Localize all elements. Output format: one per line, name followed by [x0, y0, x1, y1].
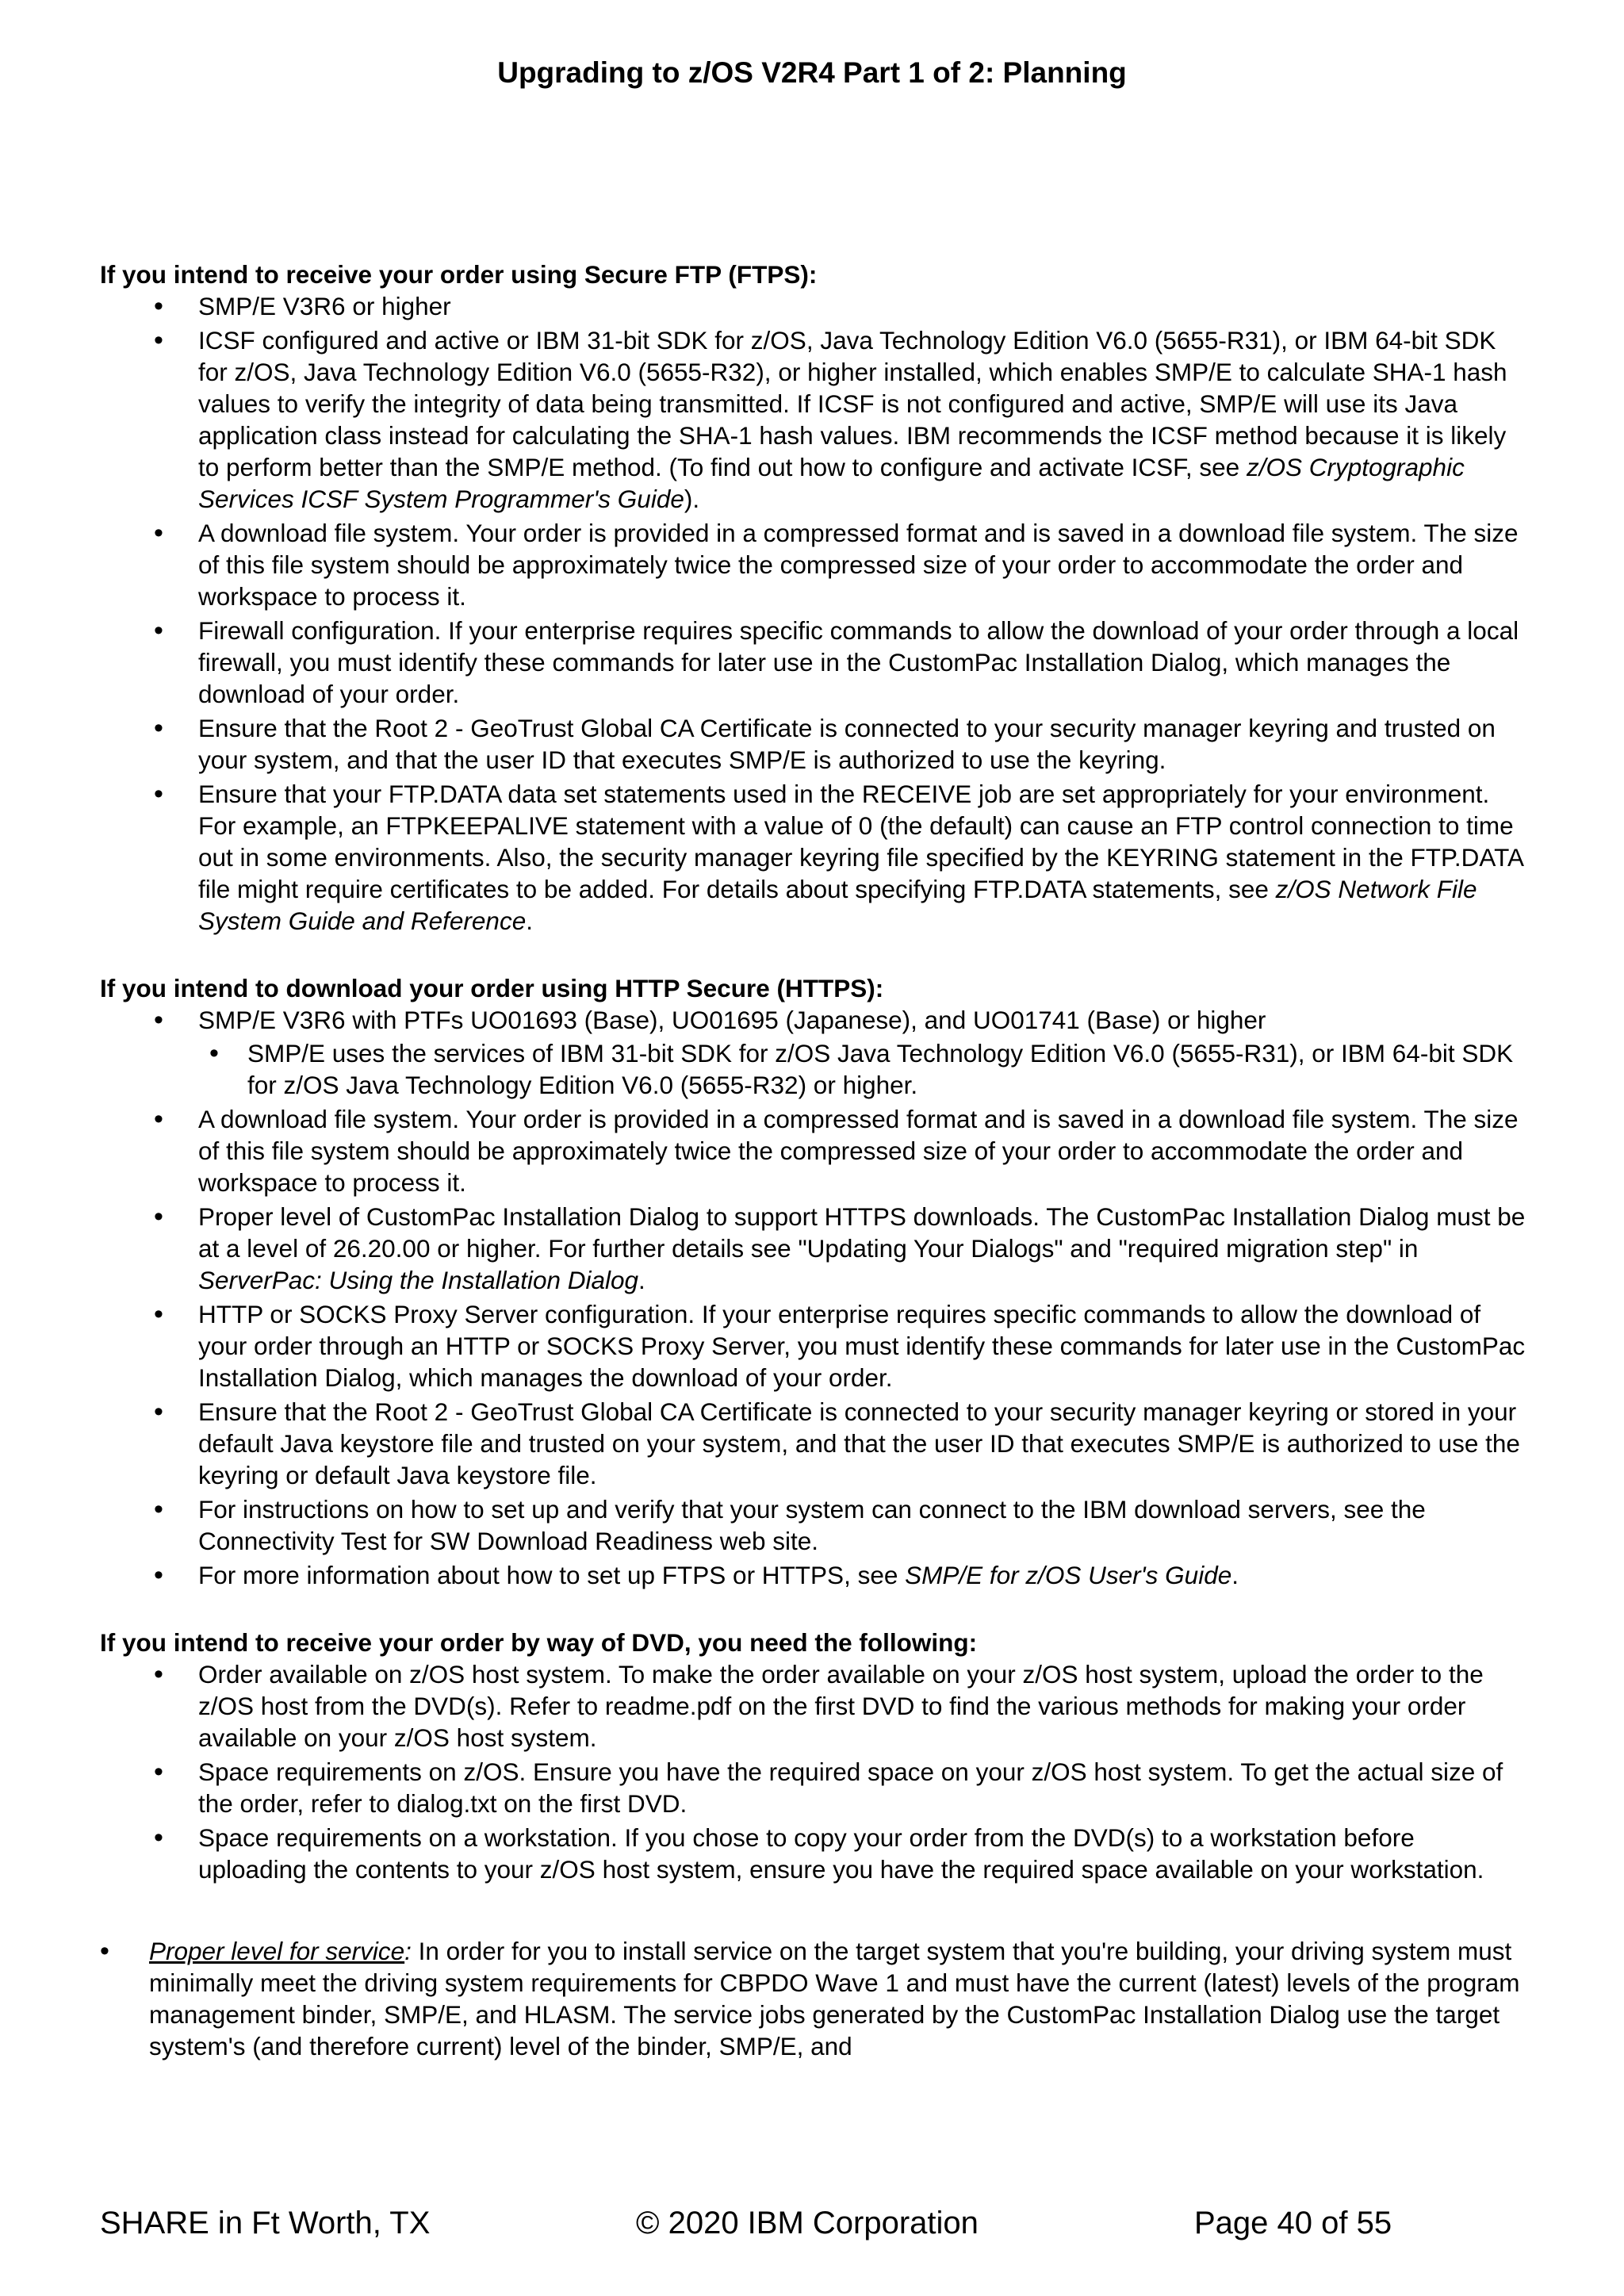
- list-item: • For more information about how to set up FTPS or HTTPS, see SMP/E for z/OS User's Guide.: [198, 1559, 1527, 1591]
- list-item: • Space requirements on a workstation. If you chose to copy your order from the DVD(s) to a workstation before uploading the contents to your z/OS host system, ensure you have the required space available on your workstation.: [198, 1822, 1527, 1885]
- list-item: • SMP/E uses the services of IBM 31-bit SDK for z/OS Java Technology Edition V6.0 (5655-R31), or IBM 64-bit SDK for z/OS Java Technology Edition V6.0 (5655-R32) or higher.: [247, 1037, 1527, 1101]
- book-title: z/OS Network File System Guide and Reference: [198, 875, 1477, 935]
- footer-page-number: Page 40 of 55: [1194, 2206, 1392, 2240]
- list-item: • Order available on z/OS host system. To make the order available on your z/OS host system, upload the order to the z/OS host from the DVD(s). Refer to readme.pdf on the first DVD to find the various methods for making your order available on your z/OS host system.: [198, 1658, 1527, 1754]
- footer-copyright: © 2020 IBM Corporation: [636, 2206, 979, 2240]
- book-title: z/OS Cryptographic Services ICSF System Programmer's Guide: [198, 453, 1465, 513]
- ftps-list: [100, 290, 1527, 937]
- list-item: • Proper level for service: In order for you to install service on the target system that you're building, your driving system must minimally meet the driving system requirements for CBPDO Wave 1 and must have the current (latest) levels of the program management binder, SMP/E, and HLASM. The service jobs generated by the CustomPac Installation Dialog use the target system's (and therefore current) level of the binder, SMP/E, and: [149, 1935, 1527, 2062]
- book-title: ServerPac: Using the Installation Dialog: [198, 1266, 639, 1294]
- list-item: • Firewall configuration. If your enterprise requires specific commands to allow the download of your order through a local firewall, you must identify these commands for later use in the CustomPac Installation Dialog, which manages the download of your order.: [198, 615, 1527, 710]
- list-item: • Ensure that your FTP.DATA data set statements used in the RECEIVE job are set appropriately for your environment. For example, an FTPKEEPALIVE statement with a value of 0 (the default) can cause an FTP control connection to time out in some environments. Also, the security manager keyring file specified by the KEYRING statement in the FTP.DATA file might require certificates to be added. For details about specifying FTP.DATA statements, see z/OS Network File System Guide and Reference.: [198, 778, 1527, 937]
- service-list: [100, 1935, 1527, 2062]
- list-item: • ICSF configured and active or IBM 31-bit SDK for z/OS, Java Technology Edition V6.0 (5655-R31), or IBM 64-bit SDK for z/OS, Java Technology Edition V6.0 (5655-R32), or higher installed, which enables SMP/E to calculate SHA-1 hash values to verify the integrity of data being transmitted. If ICSF is not configured and active, SMP/E will use its Java application class instead for calculating the SHA-1 hash values. IBM recommends the ICSF method because it is likely to perform better than the SMP/E method. (To find out how to configure and activate ICSF, see z/OS Cryptographic Services ICSF System Programmer's Guide).: [198, 324, 1527, 515]
- dvd-list: [100, 1658, 1527, 1885]
- list-item: • Space requirements on z/OS. Ensure you have the required space on your z/OS host system. To get the actual size of the order, refer to dialog.txt on the first DVD.: [198, 1756, 1527, 1819]
- page-title: Upgrading to z/OS V2R4 Part 1 of 2: Planning: [497, 56, 1127, 89]
- page-header: [0, 52, 1624, 94]
- list-item: • Proper level of CustomPac Installation Dialog to support HTTPS downloads. The CustomPac Installation Dialog must be at a level of 26.20.00 or higher. For further details see "Updating Your Dialogs" and "required migration step" in ServerPac: Using the Installation Dialog.: [198, 1201, 1527, 1296]
- https-list: [100, 1004, 1527, 1591]
- list-item: • A download file system. Your order is provided in a compressed format and is saved in a download file system. The size of this file system should be approximately twice the compressed size of your order to accommodate the order and workspace to process it.: [198, 517, 1527, 612]
- list-item: • Ensure that the Root 2 - GeoTrust Global CA Certificate is connected to your security manager keyring and trusted on your system, and that the user ID that executes SMP/E is authorized to use the keyring.: [198, 712, 1527, 776]
- service-lead: Proper level for service: [149, 1937, 405, 1965]
- document-body: [100, 259, 1527, 2062]
- footer-location: SHARE in Ft Worth, TX: [100, 2206, 431, 2240]
- https-heading: If you intend to download your order using HTTP Secure (HTTPS):: [100, 974, 884, 1002]
- list-item: • SMP/E V3R6 or higher: [198, 290, 1527, 322]
- https-sub-list: [198, 1037, 1527, 1101]
- ftps-heading: If you intend to receive your order using Secure FTP (FTPS):: [100, 260, 818, 289]
- list-item: • SMP/E V3R6 with PTFs UO01693 (Base), UO01695 (Japanese), and UO01741 (Base) or higher • SMP/E uses the services of IBM 31-bit SDK for z/OS Java Technology Edition V6.0 (5655-R31), or IBM 64-bit SDK for z/OS Java Technology Edition V6.0 (5655-R32) or higher.: [198, 1004, 1527, 1101]
- list-item: • For instructions on how to set up and verify that your system can connect to the IBM download servers, see the Connectivity Test for SW Download Readiness web site.: [198, 1493, 1527, 1557]
- dvd-heading: If you intend to receive your order by way of DVD, you need the following:: [100, 1628, 978, 1657]
- list-item: • Ensure that the Root 2 - GeoTrust Global CA Certificate is connected to your security manager keyring or stored in your default Java keystore file and trusted on your system, and that the user ID that executes SMP/E is authorized to use the keyring or default Java keystore file.: [198, 1396, 1527, 1491]
- book-title: SMP/E for z/OS User's Guide: [905, 1561, 1232, 1589]
- list-item: • A download file system. Your order is provided in a compressed format and is saved in a download file system. The size of this file system should be approximately twice the compressed size of your order to accommodate the order and workspace to process it.: [198, 1103, 1527, 1198]
- list-item: • HTTP or SOCKS Proxy Server configuration. If your enterprise requires specific commands to allow the download of your order through an HTTP or SOCKS Proxy Server, you must identify these commands for later use in the CustomPac Installation Dialog, which manages the download of your order.: [198, 1298, 1527, 1393]
